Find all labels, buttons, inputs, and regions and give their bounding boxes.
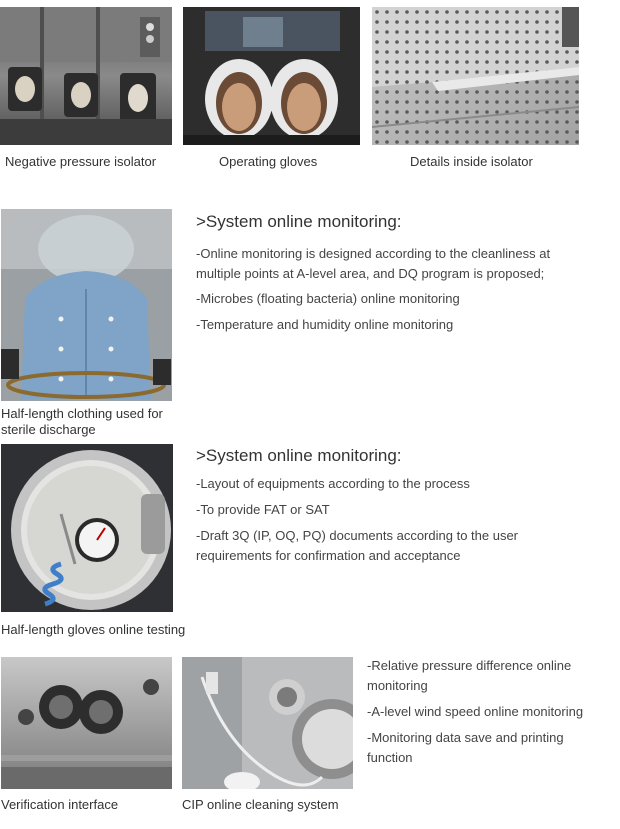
caption-details-inside-isolator: Details inside isolator (410, 154, 533, 169)
verification-interface-photo (1, 657, 172, 789)
section1-bullet-2: -Microbes (floating bacteria) online monitoring (196, 291, 460, 306)
cip-online-cleaning-photo (182, 657, 353, 789)
half-length-clothing-photo (1, 209, 172, 401)
section3-bullet-3 (367, 728, 587, 768)
caption-half-length-clothing: Half-length clothing used for sterile discharge (1, 406, 163, 437)
caption-operating-gloves: Operating gloves (219, 154, 318, 169)
section2-bullet-1: -Layout of equipments according to the process (196, 476, 470, 491)
negative-pressure-isolator-photo (0, 7, 172, 145)
section3-bullet-2: -A-level wind speed online monitoring (367, 704, 584, 719)
section1-heading: >System online monitoring: (196, 212, 402, 231)
section3-bullet-1-text: -Relative pressure difference online monitoring (367, 658, 572, 693)
caption-verification-interface: Verification interface (1, 797, 119, 812)
section2-bullet-2: -To provide FAT or SAT (196, 502, 330, 517)
caption-half-length-gloves-testing: Half-length gloves online testing (1, 622, 186, 637)
section1-bullet-3: -Temperature and humidity online monitoring (196, 317, 454, 332)
caption-negative-pressure-isolator: Negative pressure isolator (5, 154, 157, 169)
section1-bullet-1-text: -Online monitoring is designed according to the cleanliness at multiple points at A-level area, and DQ program is proposed; (196, 246, 551, 281)
caption-cip-online-cleaning: CIP online cleaning system (182, 797, 339, 812)
details-inside-isolator-photo (372, 7, 579, 145)
section2-bullet-3 (196, 526, 556, 566)
section2-bullet-3-text: -Draft 3Q (IP, OQ, PQ) documents according to the user requirements for confirmation and acceptance (196, 528, 519, 563)
section3-bullet-1 (367, 656, 607, 696)
section2-heading: >System online monitoring: (196, 446, 402, 465)
section3-bullet-3-text: -Monitoring data save and printing function (367, 730, 564, 765)
section1-bullet-1 (196, 244, 591, 284)
operating-gloves-photo (183, 7, 360, 145)
half-length-gloves-testing-photo (1, 444, 173, 612)
